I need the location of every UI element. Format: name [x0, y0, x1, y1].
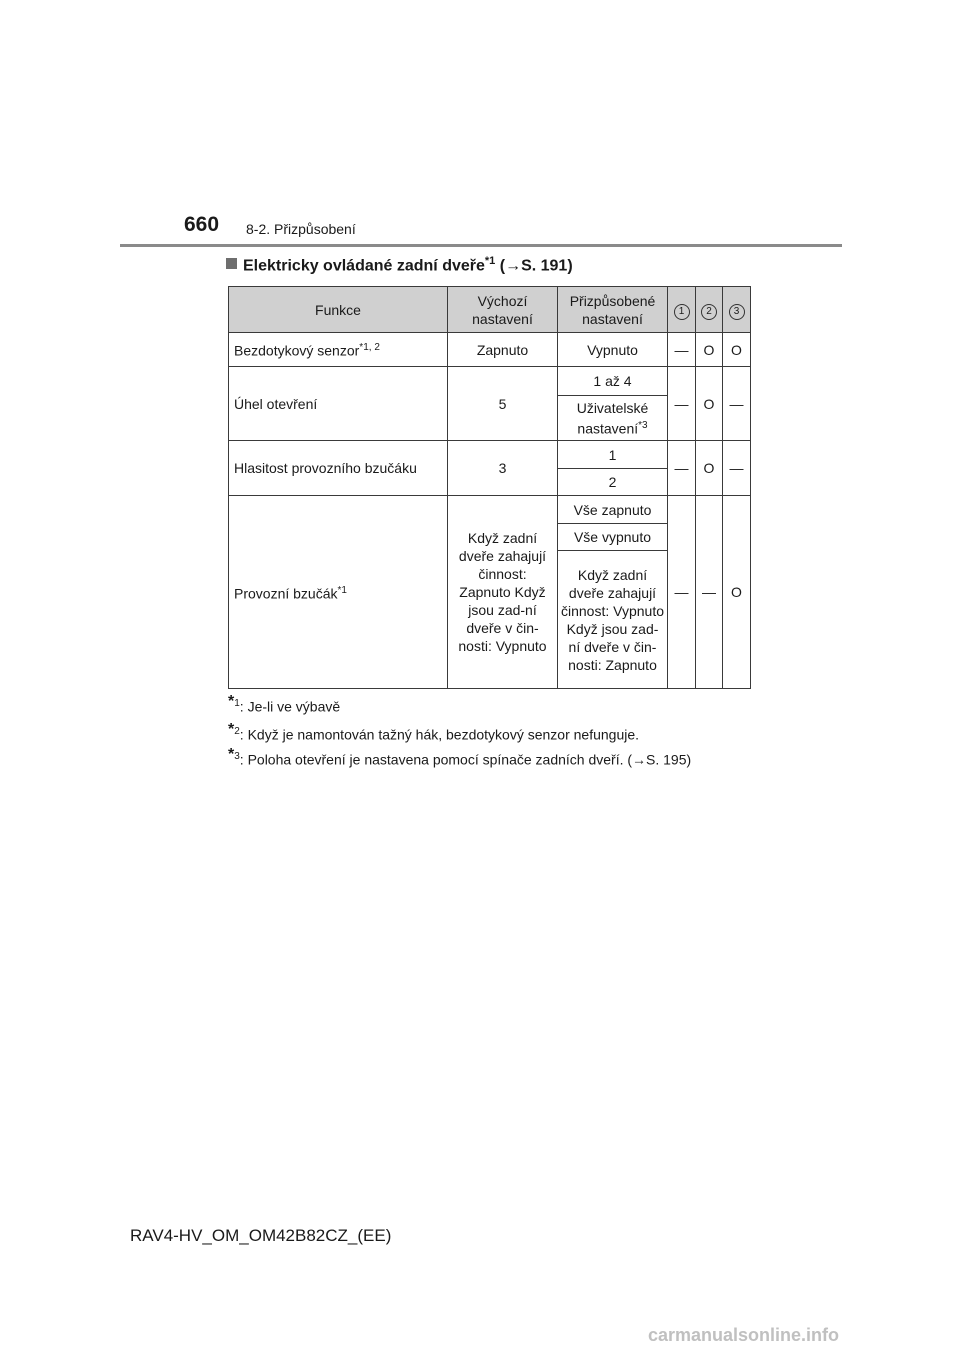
cell-custom: Vše vypnuto: [558, 524, 668, 551]
circled-number-2: 2: [701, 304, 717, 320]
cell-c3: —: [723, 441, 751, 496]
table-row: [229, 367, 751, 396]
cell-c3: O: [723, 496, 751, 689]
cell-custom: Vypnuto: [558, 333, 668, 367]
cell-c1: —: [668, 333, 696, 367]
table-row: [229, 333, 751, 367]
cell-default: Zapnuto: [448, 333, 558, 367]
heading-page-ref: (→S. 191): [495, 257, 573, 275]
cell-c1: —: [668, 496, 696, 689]
cell-c2: O: [696, 441, 723, 496]
header-function: Funkce: [229, 287, 448, 333]
cell-custom: Vše zapnuto: [558, 496, 668, 524]
header-col-1: [668, 287, 696, 333]
cell-custom: Když zadní dveře zahajují činnost: Vypnuto Když jsou zad-ní dveře v čin-nosti: Zapnuto: [558, 551, 668, 689]
header-custom: Přizpůsobené nastavení: [558, 287, 668, 333]
footnote-1: $^{*1}$: Je-li ve výbavě: [228, 693, 341, 715]
heading-footnote-mark: *1: [484, 255, 496, 267]
cell-custom: Uživatelské nastavení$^{*3}$: [558, 396, 668, 441]
settings-table: [228, 286, 751, 689]
row-label-buzzer: Provozní bzučák$^{*1}$: [229, 496, 448, 689]
header-divider: [120, 244, 842, 247]
circled-number-3: 3: [729, 304, 745, 320]
header-default: Výchozí nastavení: [448, 287, 558, 333]
circled-number-1: 1: [674, 304, 690, 320]
cell-custom: 1 až 4: [558, 367, 668, 396]
section-label: 8-2. Přizpůsobení: [246, 221, 356, 237]
cell-c2: —: [696, 496, 723, 689]
cell-c3: —: [723, 367, 751, 441]
cell-default: 3: [448, 441, 558, 496]
cell-c3: O: [723, 333, 751, 367]
table-header-row: [229, 287, 751, 333]
table-row: [229, 441, 751, 469]
square-bullet-icon: [226, 258, 237, 269]
row-label-volume: Hlasitost provozního bzučáku: [229, 441, 448, 496]
cell-custom: 2: [558, 469, 668, 496]
cell-c2: O: [696, 333, 723, 367]
section-heading: [226, 255, 573, 275]
cell-default: Když zadní dveře zahajují činnost: Zapnuto Když jsou zad-ní dveře v čin-nosti: Vypnuto: [448, 496, 558, 689]
document-code: RAV4-HV_OM_OM42B82CZ_(EE): [130, 1226, 392, 1245]
cell-c1: —: [668, 441, 696, 496]
header-col-2: [696, 287, 723, 333]
footnote-2: $^{*2}$: Když je namontován tažný hák, bezdotykový senzor nefunguje.: [228, 721, 640, 743]
watermark: carmanualsonline.info: [648, 1325, 840, 1345]
row-label-sensor: Bezdotykový senzor$^{*1, 2}$: [229, 333, 448, 367]
cell-default: 5: [448, 367, 558, 441]
header-col-3: [723, 287, 751, 333]
heading-text: Elektricky ovládané zadní dveře: [243, 257, 485, 275]
page-number: 660: [184, 213, 220, 236]
footnote-3: $^{*3}$: Poloha otevření je nastavena pomocí spínače zadních dveří. (→S. 195): [228, 746, 692, 768]
cell-c2: O: [696, 367, 723, 441]
cell-custom: 1: [558, 441, 668, 469]
cell-c1: —: [668, 367, 696, 441]
row-label-angle: Úhel otevření: [229, 367, 448, 441]
table-row: [229, 496, 751, 524]
